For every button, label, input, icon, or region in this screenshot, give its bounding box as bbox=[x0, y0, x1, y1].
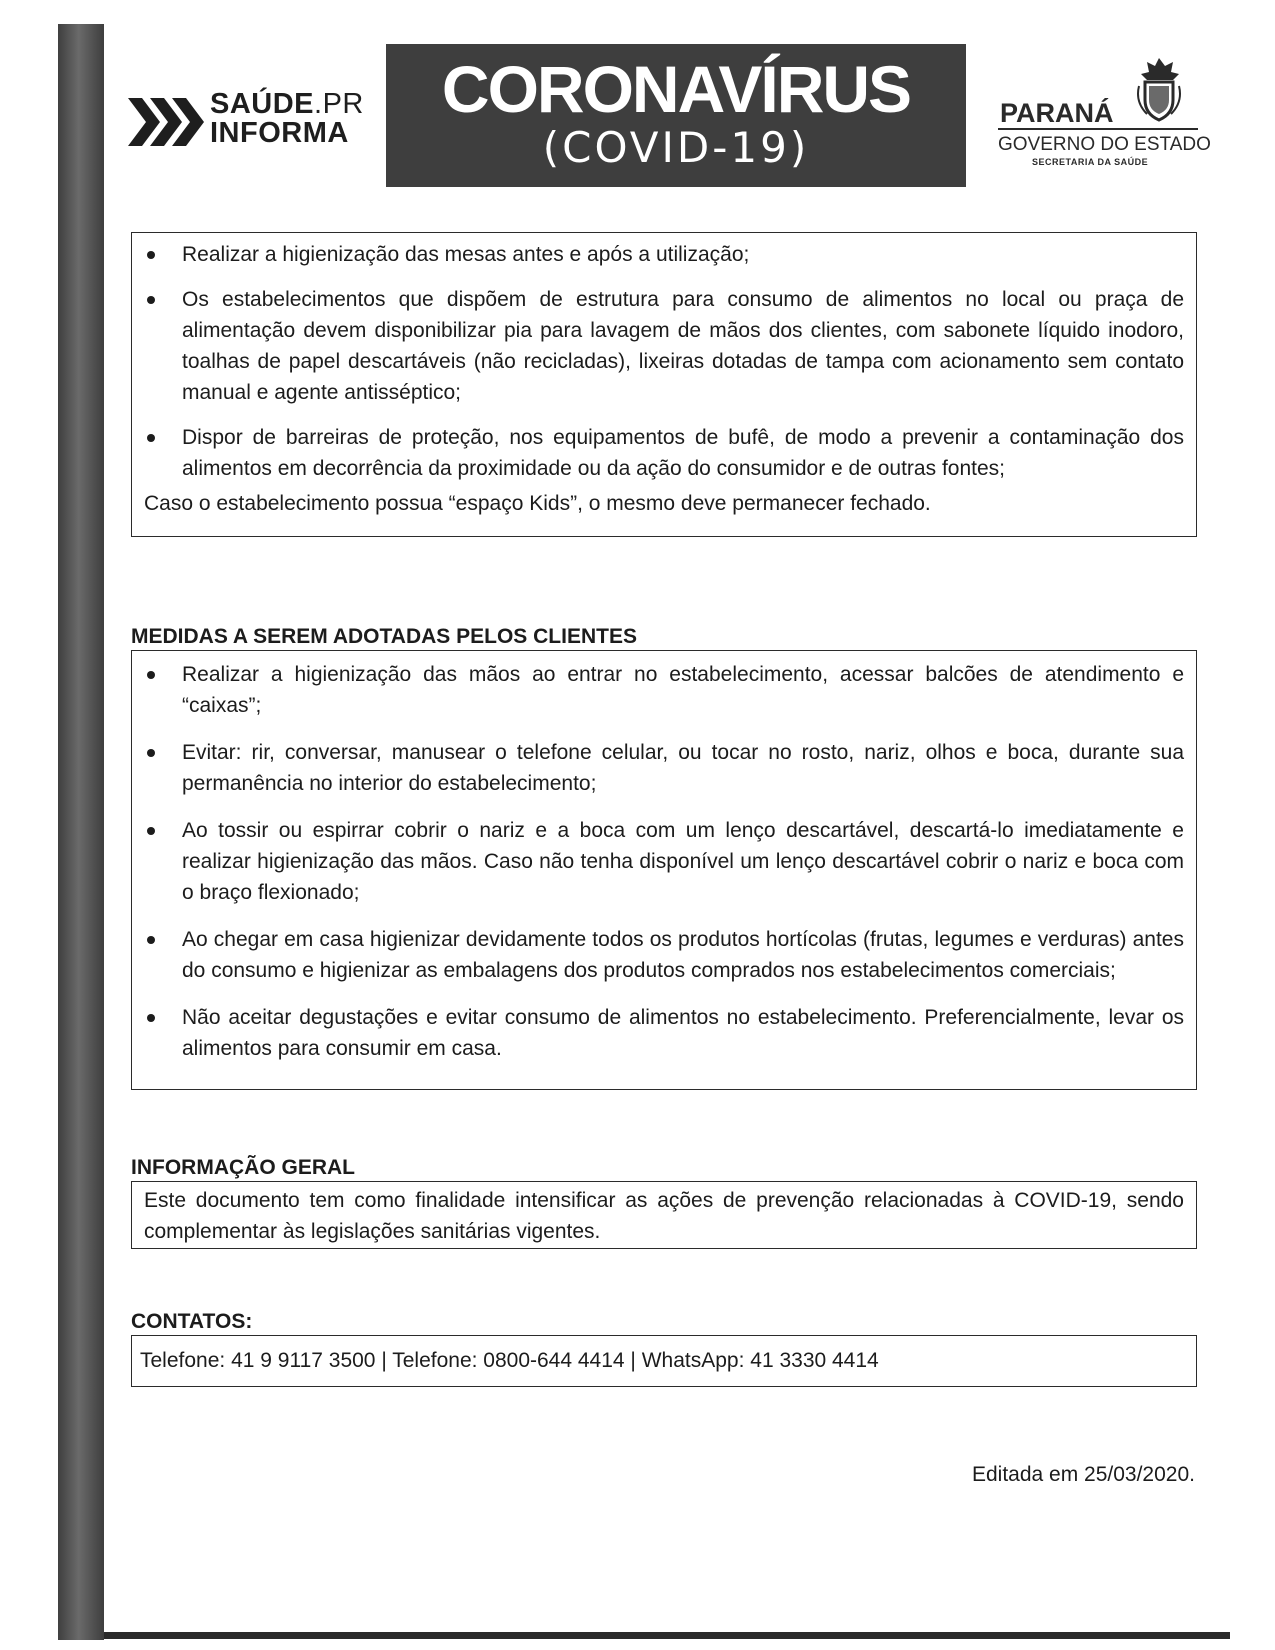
clients-measures-box bbox=[131, 650, 1197, 1090]
list-item: Ao chegar em casa higienizar devidamente todos os produtos hortícolas (frutas, legumes e verduras) antes do consumo e higienizar as embalagens dos produtos comprados nos estabelecimentos comerciais; bbox=[132, 924, 1184, 986]
header bbox=[0, 0, 1275, 200]
saude-pr-informa-logo bbox=[128, 90, 378, 160]
kids-space-note: Caso o estabelecimento possua “espaço Kids”, o mesmo deve permanecer fechado. bbox=[144, 492, 931, 515]
bullet-icon bbox=[147, 434, 155, 442]
list-item: Dispor de barreiras de proteção, nos equipamentos de bufê, de modo a prevenir a contaminação dos alimentos em decorrência da proximidade ou da ação do consumidor e de outras fontes; bbox=[132, 422, 1184, 484]
list-item: Os estabelecimentos que dispõem de estrutura para consumo de alimentos no local ou praça de alimentação devem disponibilizar pia para lavagem de mãos dos clientes, com sabonete líquido inodoro, toalhas de papel descartáveis (não recicladas), lixeiras dotadas de tampa com acionamento sem contato manual e agente antisséptico; bbox=[132, 284, 1184, 408]
establishment-measures-list bbox=[132, 233, 1196, 484]
contacts-box bbox=[131, 1335, 1197, 1387]
gov-underline bbox=[998, 128, 1198, 130]
clients-measures-heading: MEDIDAS A SEREM ADOTADAS PELOS CLIENTES bbox=[131, 625, 637, 648]
bottom-rule bbox=[104, 1632, 1230, 1639]
bullet-icon bbox=[147, 296, 155, 304]
coat-of-arms-icon bbox=[1135, 56, 1183, 122]
gov-name: PARANÁ bbox=[1000, 98, 1114, 128]
list-item: Não aceitar degustações e evitar consumo de alimentos no estabelecimento. Preferencialmente, levar os alimentos para consumir em casa. bbox=[132, 1002, 1184, 1064]
title-banner bbox=[386, 44, 966, 187]
bullet-icon bbox=[147, 671, 155, 679]
gov-department: SECRETARIA DA SAÚDE bbox=[1032, 157, 1149, 167]
bullet-icon bbox=[147, 251, 155, 259]
list-item: Realizar a higienização das mesas antes e após a utilização; bbox=[132, 239, 1184, 270]
bullet-icon bbox=[147, 1014, 155, 1022]
logo-line2: INFORMA bbox=[210, 117, 349, 149]
chevrons-icon bbox=[128, 98, 208, 146]
establishment-measures-box bbox=[131, 232, 1197, 537]
list-item: Realizar a higienização das mãos ao entrar no estabelecimento, acessar balcões de atendimento e “caixas”; bbox=[132, 659, 1184, 721]
list-item: Ao tossir ou espirrar cobrir o nariz e a boca com um lenço descartável, descartá-lo imediatamente e realizar higienização das mãos. Caso não tenha disponível um lenço descartável cobrir o nariz e boca com o braço flexionado; bbox=[132, 815, 1184, 908]
bullet-icon bbox=[147, 827, 155, 835]
clients-measures-list bbox=[132, 651, 1196, 1064]
logo-text bbox=[210, 90, 364, 148]
general-info-box bbox=[131, 1181, 1197, 1249]
list-item: Evitar: rir, conversar, manusear o telefone celular, ou tocar no rosto, nariz, olhos e boca, durante sua permanência no interior do estabelecimento; bbox=[132, 737, 1184, 799]
contacts-heading: CONTATOS: bbox=[131, 1310, 253, 1333]
government-logo bbox=[990, 56, 1211, 176]
banner-subtitle: (COVID-19) bbox=[542, 123, 810, 172]
edited-date: Editada em 25/03/2020. bbox=[971, 1463, 1195, 1486]
banner-title: CORONAVÍRUS bbox=[441, 52, 911, 126]
bullet-icon bbox=[147, 749, 155, 757]
bullet-icon bbox=[147, 936, 155, 944]
contacts-text: Telefone: 41 9 9117 3500 | Telefone: 0800-644 4414 | WhatsApp: 41 3330 4414 bbox=[140, 1349, 879, 1372]
general-info-heading: INFORMAÇÃO GERAL bbox=[131, 1156, 355, 1179]
general-info-text: Este documento tem como finalidade intensificar as ações de prevenção relacionadas à COVID-19, sendo complementar às legislações sanitárias vigentes. bbox=[144, 1189, 1184, 1243]
logo-line1-suffix: .PR bbox=[314, 88, 364, 120]
gov-subtitle: GOVERNO DO ESTADO bbox=[998, 134, 1211, 155]
page-side-bar bbox=[58, 24, 104, 1640]
logo-line1: SAÚDE bbox=[210, 88, 315, 120]
